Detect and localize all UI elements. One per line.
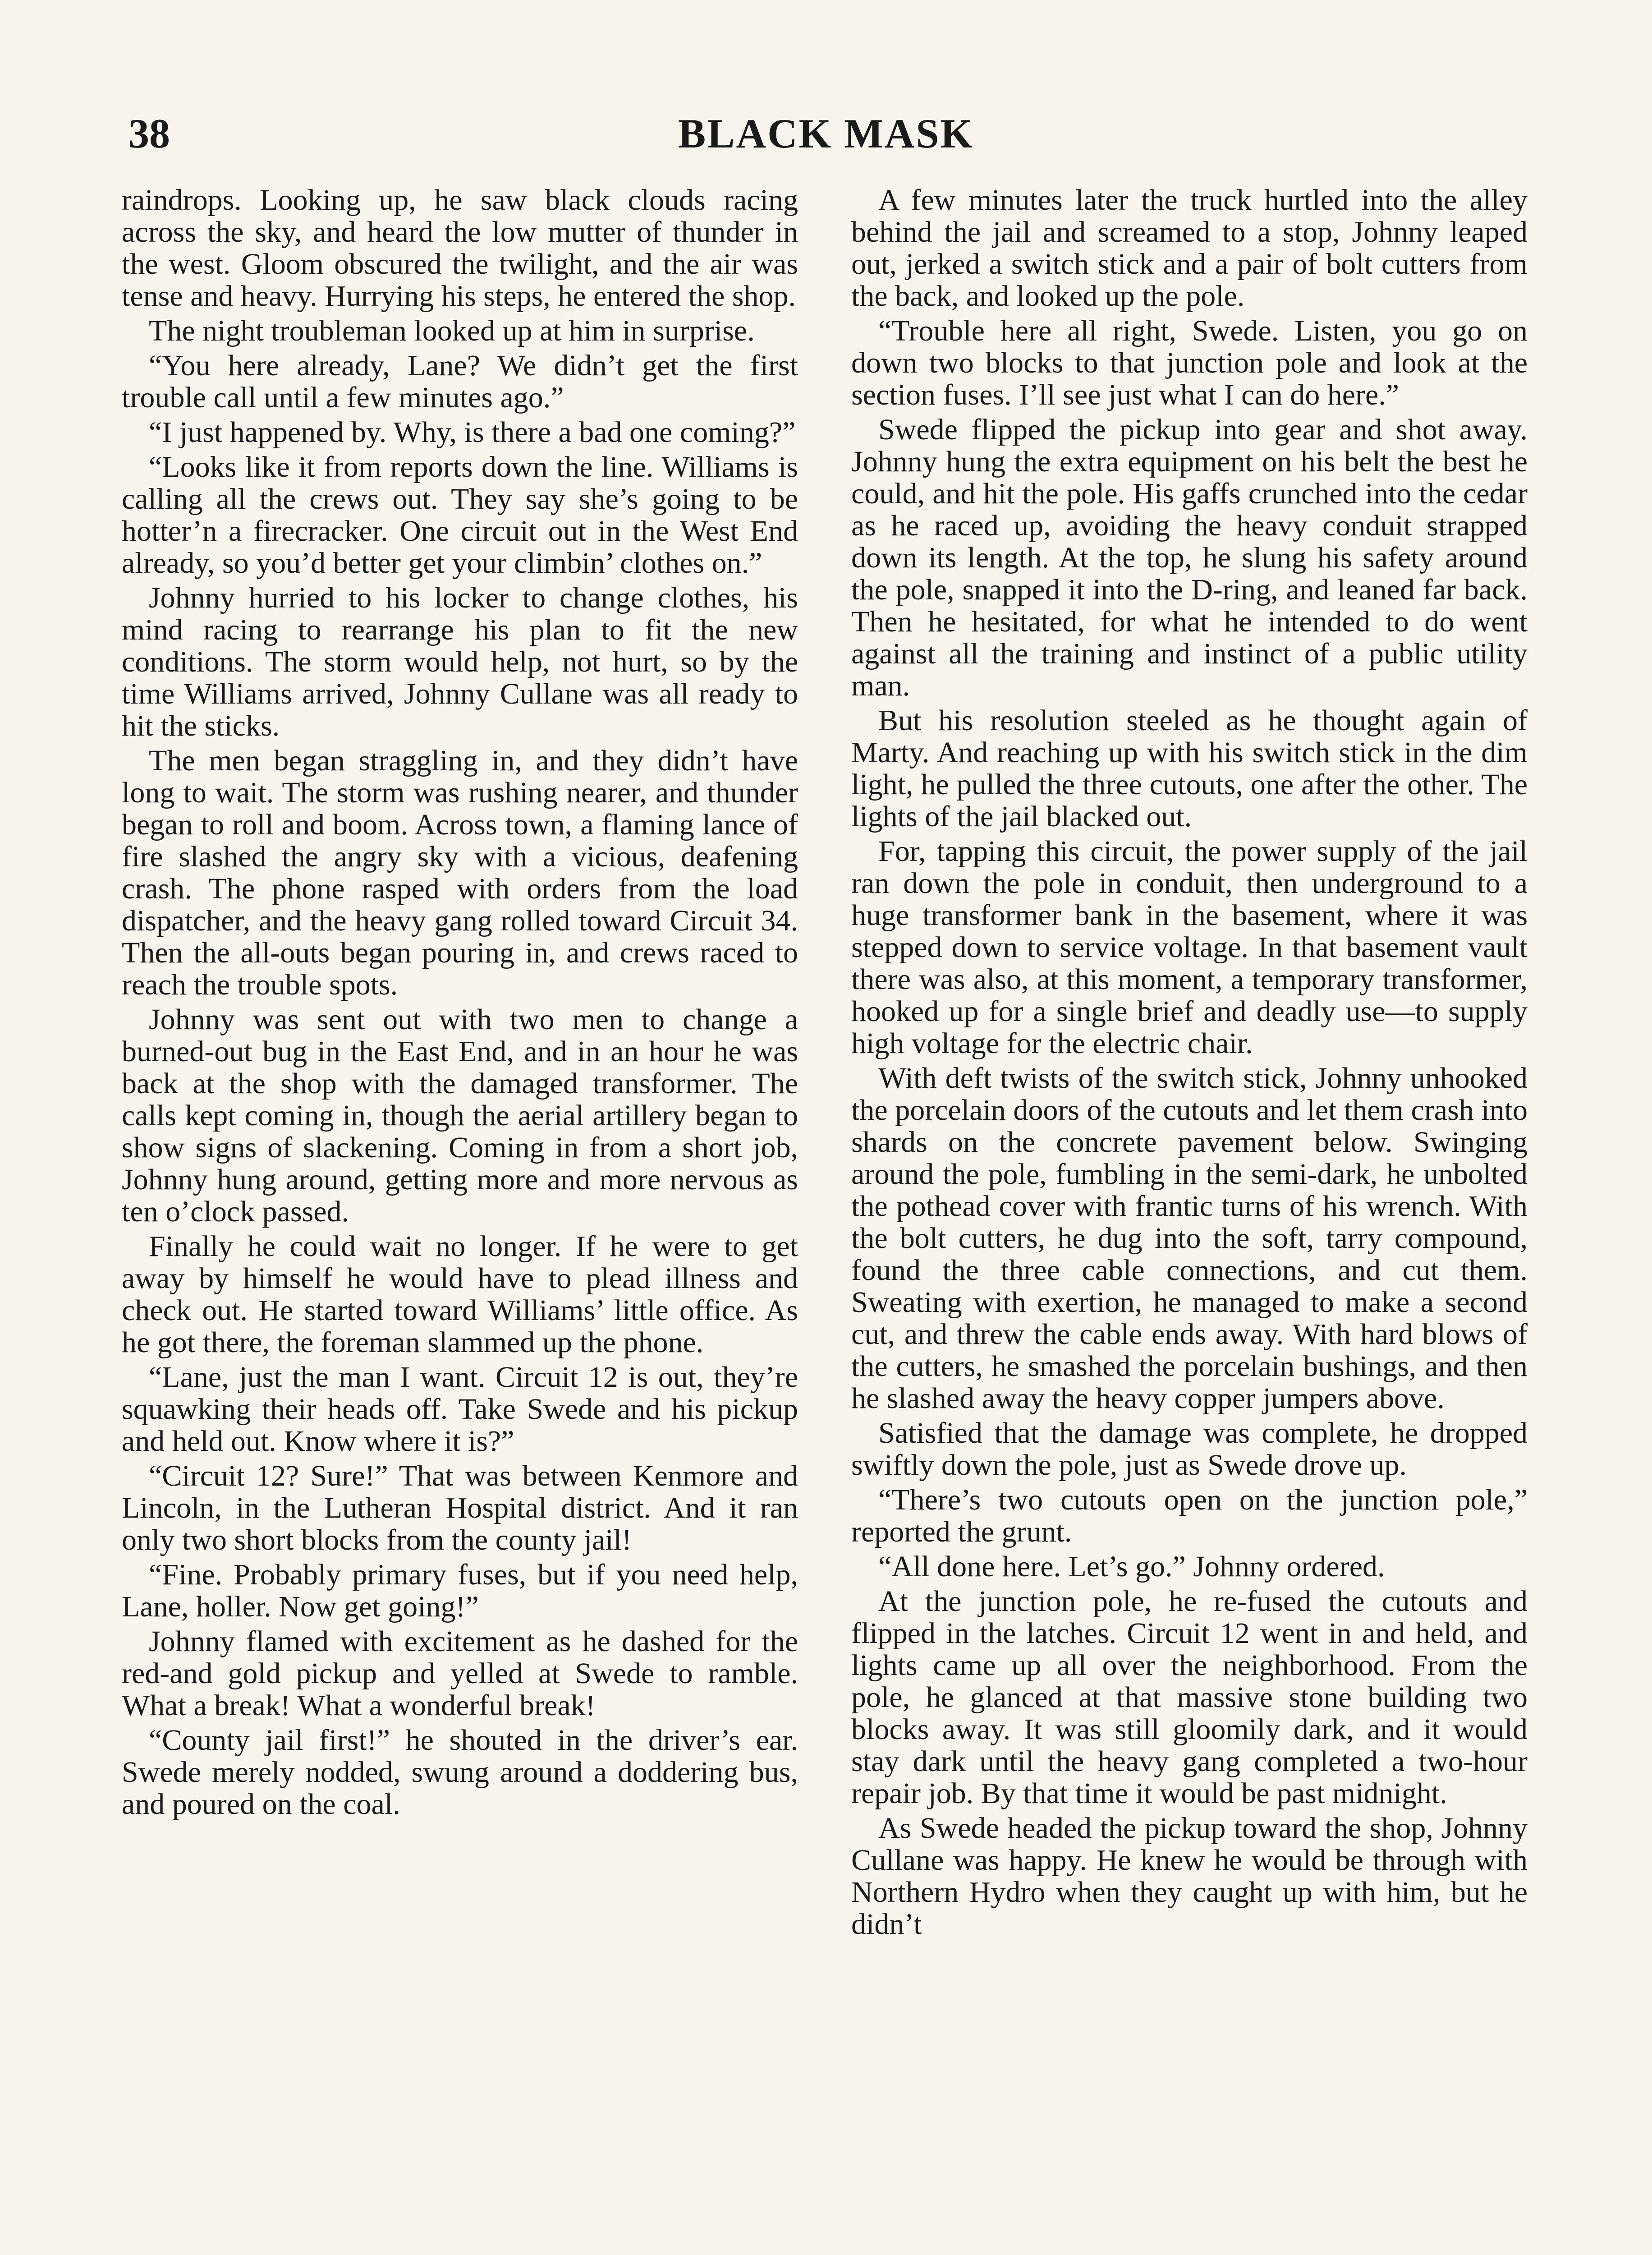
- paragraph: At the junction pole, he re-fused the cutouts and flipped in the latches. Circuit 12 went in and held, and lights came up all over the neighborhood. From the pole, he glanced at that massive stone building two blocks away. It was still gloomily dark, and it would stay dark until the heavy gang completed a two-hour repair job. By that time it would be past midnight.: [851, 1585, 1528, 1810]
- paragraph: “You here already, Lane? We didn’t get the first trouble call until a few minutes ago.”: [122, 349, 798, 414]
- paragraph: But his resolution steeled as he thought again of Marty. And reaching up with his switch stick in the dim light, he pulled the three cutouts, one after the other. The lights of the jail blacked out.: [851, 704, 1528, 833]
- left-text-column: [122, 184, 798, 2255]
- paragraph: The night troubleman looked up at him in surprise.: [149, 314, 755, 347]
- paragraph: “Trouble here all right, Swede. Listen, you go on down two blocks to that junction pole and look at the section fuses. I’ll see just what I can do here.”: [851, 314, 1528, 411]
- paragraph: “There’s two cutouts open on the junction pole,” reported the grunt.: [851, 1483, 1528, 1548]
- paragraph: Johnny hurried to his locker to change clothes, his mind racing to rearrange his plan to fit the new conditions. The storm would help, not hurt, so by the time Williams arrived, Johnny Cullane was all ready to hit the sticks.: [122, 581, 798, 742]
- paragraph: Johnny was sent out with two men to change a burned-out bug in the East End, and in an hour he was back at the shop with the damaged transformer. The calls kept coming in, though the aerial artillery began to show signs of slackening. Coming in from a short job, Johnny hung around, getting more and more nervous as ten o’clock passed.: [122, 1003, 798, 1228]
- paragraph: Finally he could wait no longer. If he were to get away by himself he would have to plead illness and check out. He started toward Williams’ little office. As he got there, the foreman slammed up the phone.: [122, 1230, 798, 1359]
- paragraph: “Lane, just the man I want. Circuit 12 is out, they’re squawking their heads off. Take Swede and his pickup and held out. Know where it is?”: [122, 1361, 798, 1458]
- paragraph: For, tapping this circuit, the power supply of the jail ran down the pole in conduit, then underground to a huge transformer bank in the basement, where it was stepped down to service voltage. In that basement vault there was also, at this moment, a temporary transformer, hooked up for a single brief and deadly use—to supply high voltage for the electric chair.: [851, 835, 1528, 1060]
- paragraph: “I just happened by. Why, is there a bad one coming?”: [149, 416, 796, 449]
- paragraph: Satisfied that the damage was complete, he dropped swiftly down the pole, just as Swede drove up.: [851, 1417, 1528, 1482]
- paragraph: raindrops. Looking up, he saw black clouds racing across the sky, and heard the low mutter of thunder in the west. Gloom obscured the twilight, and the air was tense and heavy. Hurrying his steps, he entered the shop.: [122, 184, 798, 313]
- paragraph: With deft twists of the switch stick, Johnny unhooked the porcelain doors of the cutouts and let them crash into shards on the concrete pavement below. Swinging around the pole, fumbling in the semi-dark, he unbolted the pothead cover with frantic turns of his wrench. With the bolt cutters, he dug into the soft, tarry compound, found the three cable connections, and cut them. Sweating with exertion, he managed to make a second cut, and threw the cable ends away. With hard blows of the cutters, he smashed the porcelain bushings, and then he slashed away the heavy copper jumpers above.: [851, 1062, 1528, 1415]
- paragraph: The men began straggling in, and they didn’t have long to wait. The storm was rushing nearer, and thunder began to roll and boom. Across town, a flaming lance of fire slashed the angry sky with a vicious, deafening crash. The phone rasped with orders from the load dispatcher, and the heavy gang rolled toward Circuit 34. Then the all-outs began pouring in, and crews raced to reach the trouble spots.: [122, 744, 798, 1001]
- running-head-title: BLACK MASK: [678, 110, 974, 156]
- paragraph: “Circuit 12? Sure!” That was between Kenmore and Lincoln, in the Lutheran Hospital district. And it ran only two short blocks from the county jail!: [122, 1459, 798, 1556]
- paragraph: Johnny flamed with excitement as he dashed for the red-and gold pickup and yelled at Swede to ramble. What a break! What a wonderful break!: [122, 1625, 798, 1722]
- paragraph: “Looks like it from reports down the line. Williams is calling all the crews out. They say she’s going to be hotter’n a firecracker. One circuit out in the West End already, so you’d better get your climbin’ clothes on.”: [122, 451, 798, 580]
- paragraph: Swede flipped the pickup into gear and shot away. Johnny hung the extra equipment on his belt the best he could, and hit the pole. His gaffs crunched into the cedar as he raced up, avoiding the heavy conduit strapped down its length. At the top, he slung his safety around the pole, snapped it into the D-ring, and leaned far back. Then he hesitated, for what he intended to do went against all the training and instinct of a public utility man.: [851, 413, 1528, 702]
- page-number: 38: [128, 110, 170, 156]
- paragraph: “County jail first!” he shouted in the driver’s ear. Swede merely nodded, swung around a doddering bus, and poured on the coal.: [122, 1724, 798, 1821]
- paragraph: As Swede headed the pickup toward the shop, Johnny Cullane was happy. He knew he would be through with Northern Hydro when they caught up with him, but he didn’t: [851, 1812, 1528, 1941]
- paragraph: “Fine. Probably primary fuses, but if you need help, Lane, holler. Now get going!”: [122, 1558, 798, 1623]
- paragraph: A few minutes later the truck hurtled into the alley behind the jail and screamed to a stop, Johnny leaped out, jerked a switch stick and a pair of bolt cutters from the back, and looked up the pole.: [851, 184, 1528, 313]
- paragraph: “All done here. Let’s go.” Johnny ordered.: [878, 1550, 1385, 1583]
- right-text-column: [851, 184, 1528, 2255]
